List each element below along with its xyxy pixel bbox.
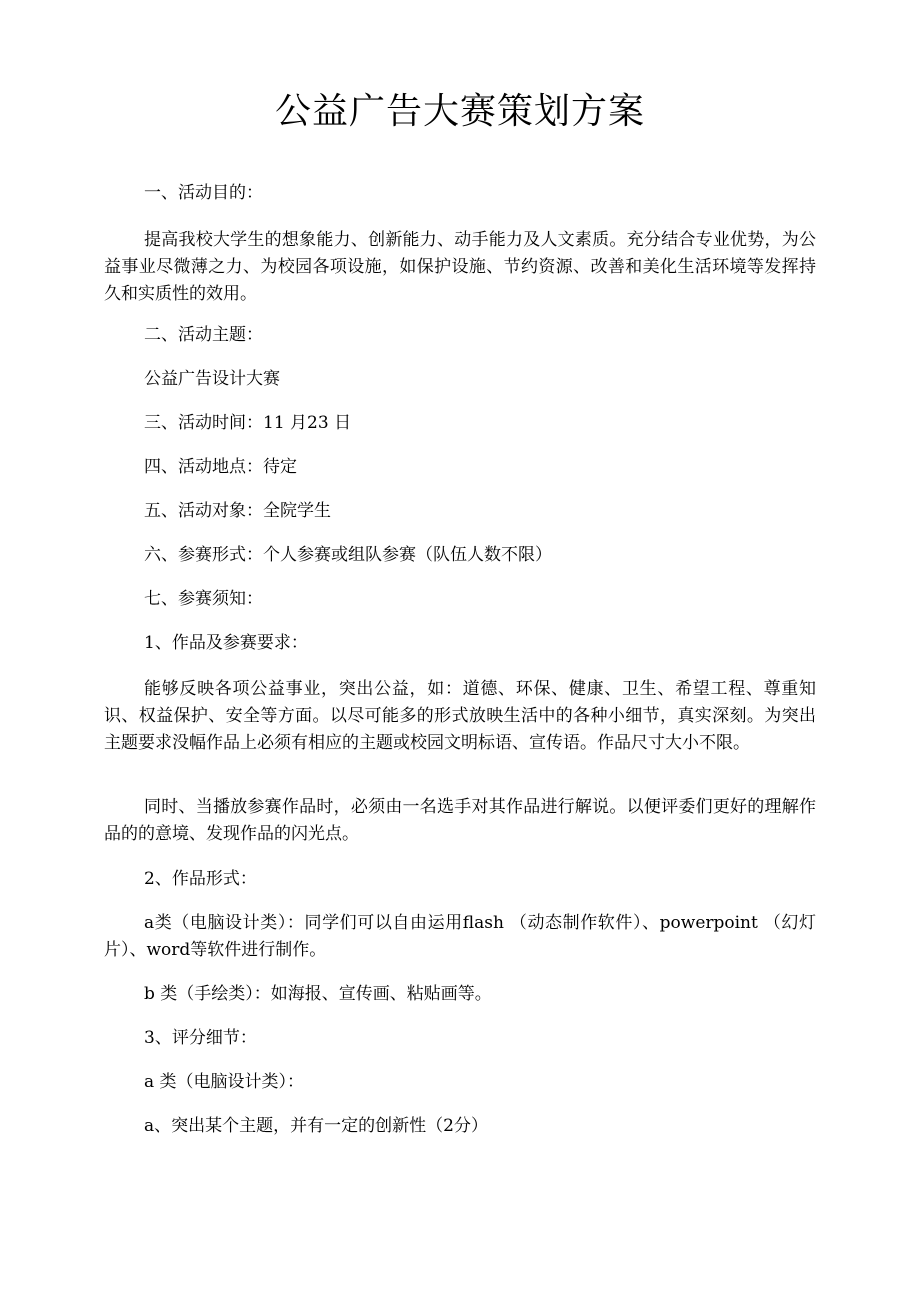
category-b-paragraph: b 类（手绘类）：如海报、宣传画、粘贴画等。 — [144, 984, 492, 1004]
category-a-paragraph: a类（电脑设计类）：同学们可以自由运用flash （动态制作软件）、powerpoint （幻灯片）、word等软件进行制作。 — [104, 913, 816, 960]
section-heading-purpose: 一、活动目的： — [144, 183, 263, 203]
document-title: 公益广告大赛策划方案 — [274, 91, 645, 132]
activity-time: 三、活动时间：11 月23 日 — [144, 413, 352, 433]
activity-audience: 五、活动对象：全院学生 — [144, 501, 331, 521]
commentary-paragraph: 同时、当播放参赛作品时，必须由一名选手对其作品进行解说。以便评委们更好的理解作品的的意境、发现作品的闪光点。 — [104, 797, 816, 844]
participation-form: 六、参赛形式：个人参赛或组队参赛（队伍人数不限） — [144, 545, 552, 565]
subheading-requirements: 1、作品及参赛要求： — [144, 633, 308, 653]
subheading-scoring: 3、评分细节： — [144, 1028, 257, 1048]
theme-paragraph: 公益广告设计大赛 — [144, 369, 280, 389]
purpose-paragraph: 提高我校大学生的想象能力、创新能力、动手能力及人文素质。充分结合专业优势，为公益事业尽微薄之力、为校园各项设施，如保护设施、节约资源、改善和美化生活环境等发挥持久和实质性的效用。 — [104, 230, 816, 304]
requirements-paragraph: 能够反映各项公益事业，突出公益，如：道德、环保、健康、卫生、希望工程、尊重知识、权益保护、安全等方面。以尽可能多的形式放映生活中的各种小细节，真实深刻。为突出主题要求没幅作品上必须有相应的主题或校园文明标语、宣传语。作品尺寸大小不限。 — [104, 679, 816, 753]
scoring-category-a: a 类（电脑设计类）： — [144, 1072, 305, 1092]
subheading-work-form: 2、作品形式： — [144, 869, 257, 889]
activity-location: 四、活动地点：待定 — [144, 457, 297, 477]
section-heading-theme: 二、活动主题： — [144, 325, 263, 345]
section-heading-notes: 七、参赛须知： — [144, 589, 263, 609]
scoring-item-a: a、突出某个主题，并有一定的创新性（2分） — [144, 1116, 488, 1136]
